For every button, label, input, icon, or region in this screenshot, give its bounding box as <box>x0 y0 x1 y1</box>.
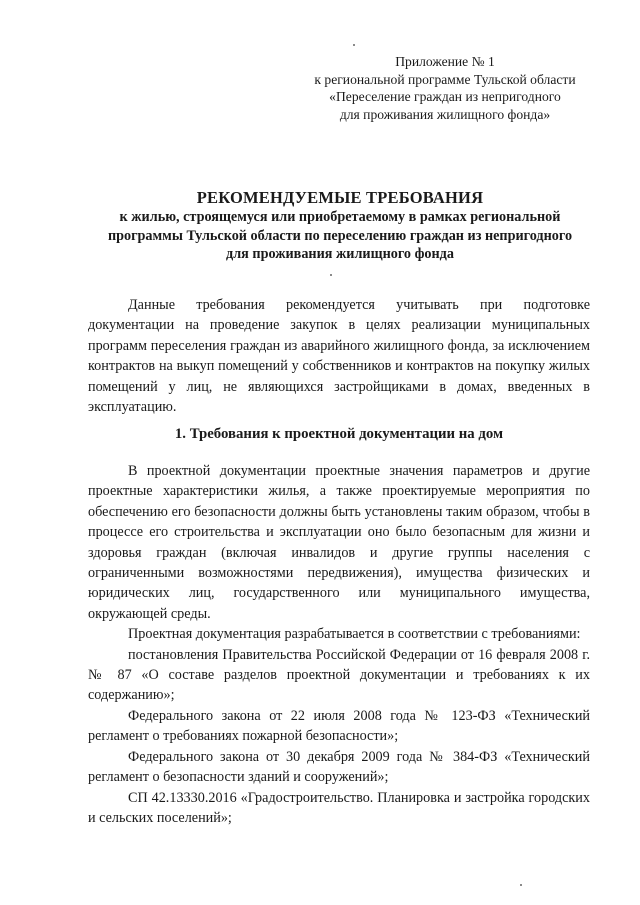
document-title <box>70 188 610 264</box>
appendix-header <box>300 53 590 123</box>
section-1-paragraph-6: СП 42.13330.2016 «Градостроительство. Планировка и застройка городских и сельских поселений»; <box>88 789 590 826</box>
appendix-number: Приложение № 1 <box>395 54 495 69</box>
scan-speck <box>520 884 522 886</box>
section-1-paragraph-4: Федерального закона от 22 июля 2008 года № 123-ФЗ «Технический регламент о требованиях пожарной безопасности»; <box>88 707 590 745</box>
intro-section <box>88 295 590 417</box>
section-1-paragraph-2: Проектная документация разрабатывается в соответствии с требованиями: <box>128 626 581 643</box>
title-main: РЕКОМЕНДУЕМЫЕ ТРЕБОВАНИЯ <box>196 188 484 207</box>
section-1-paragraph-3: постановления Правительства Российской Федерации от 16 февраля 2008 г. № 87 «О составе разделов проектной документации и требованиях к их содержанию»; <box>88 646 590 704</box>
section-1-heading: 1. Требования к проектной документации на дом <box>174 426 504 442</box>
section-1-body <box>88 461 590 828</box>
section-1-paragraph-5: Федерального закона от 30 декабря 2009 года № 384-ФЗ «Технический регламент о безопасности зданий и сооружений»; <box>88 748 590 786</box>
appendix-program-ref: к региональной программе Тульской области <box>314 71 576 87</box>
title-line-4: для проживания жилищного фонда <box>226 246 454 263</box>
appendix-program-name-2: для проживания жилищного фонда» <box>339 106 551 122</box>
appendix-program-name-1: «Переселение граждан из непригодного <box>329 89 561 104</box>
intro-paragraph: Данные требования рекомендуется учитывать при подготовке документации на проведение закупок в целях реализации муниципальных программ переселения граждан из аварийного жилищного фонда, за исключением контрактов на выкуп помещений у собственников и контрактов на покупку жилых помещений у лиц, не являющихся застройщиками в домах, введенных в эксплуатацию. <box>88 297 590 416</box>
scan-speck <box>353 44 355 46</box>
title-line-2: к жилью, строящемуся или приобретаемому в рамках региональной <box>119 209 561 225</box>
title-line-3: программы Тульской области по переселению граждан из непригодного <box>107 227 573 244</box>
section-1-paragraph-1: В проектной документации проектные значения параметров и другие проектные характеристики жилья, а также проектируемые мероприятия по обеспечению его безопасности должны быть установлены таким образом, чтобы в процессе его строительства и эксплуатации оно было безопасным для жизни и здоровья граждан (включая инвалидов и другие группы населения с ограниченными возможностями передвижения), имущества физических и юридических лиц, государственного или муниципального имущества, окружающей среды. <box>88 463 590 622</box>
scan-speck <box>330 274 332 276</box>
